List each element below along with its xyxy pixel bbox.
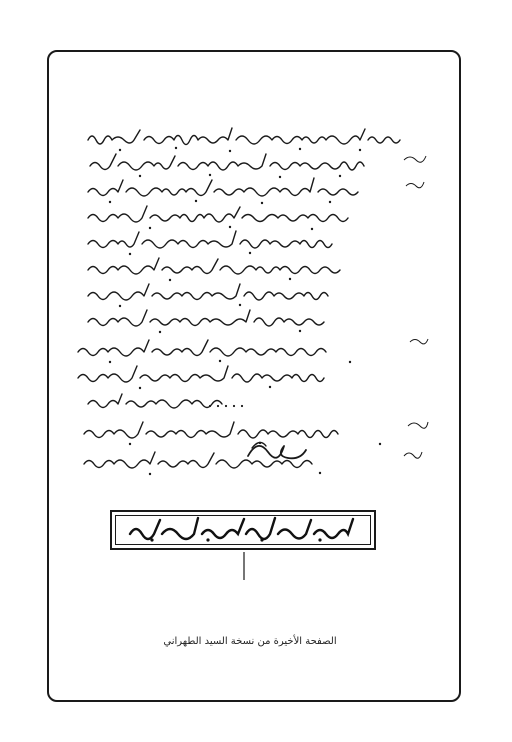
library-seal-stamp — [110, 510, 376, 550]
page-caption: الصفحة الأخيرة من نسخة السيد الطهراني — [163, 636, 337, 647]
seal-calligraphy — [112, 512, 374, 548]
